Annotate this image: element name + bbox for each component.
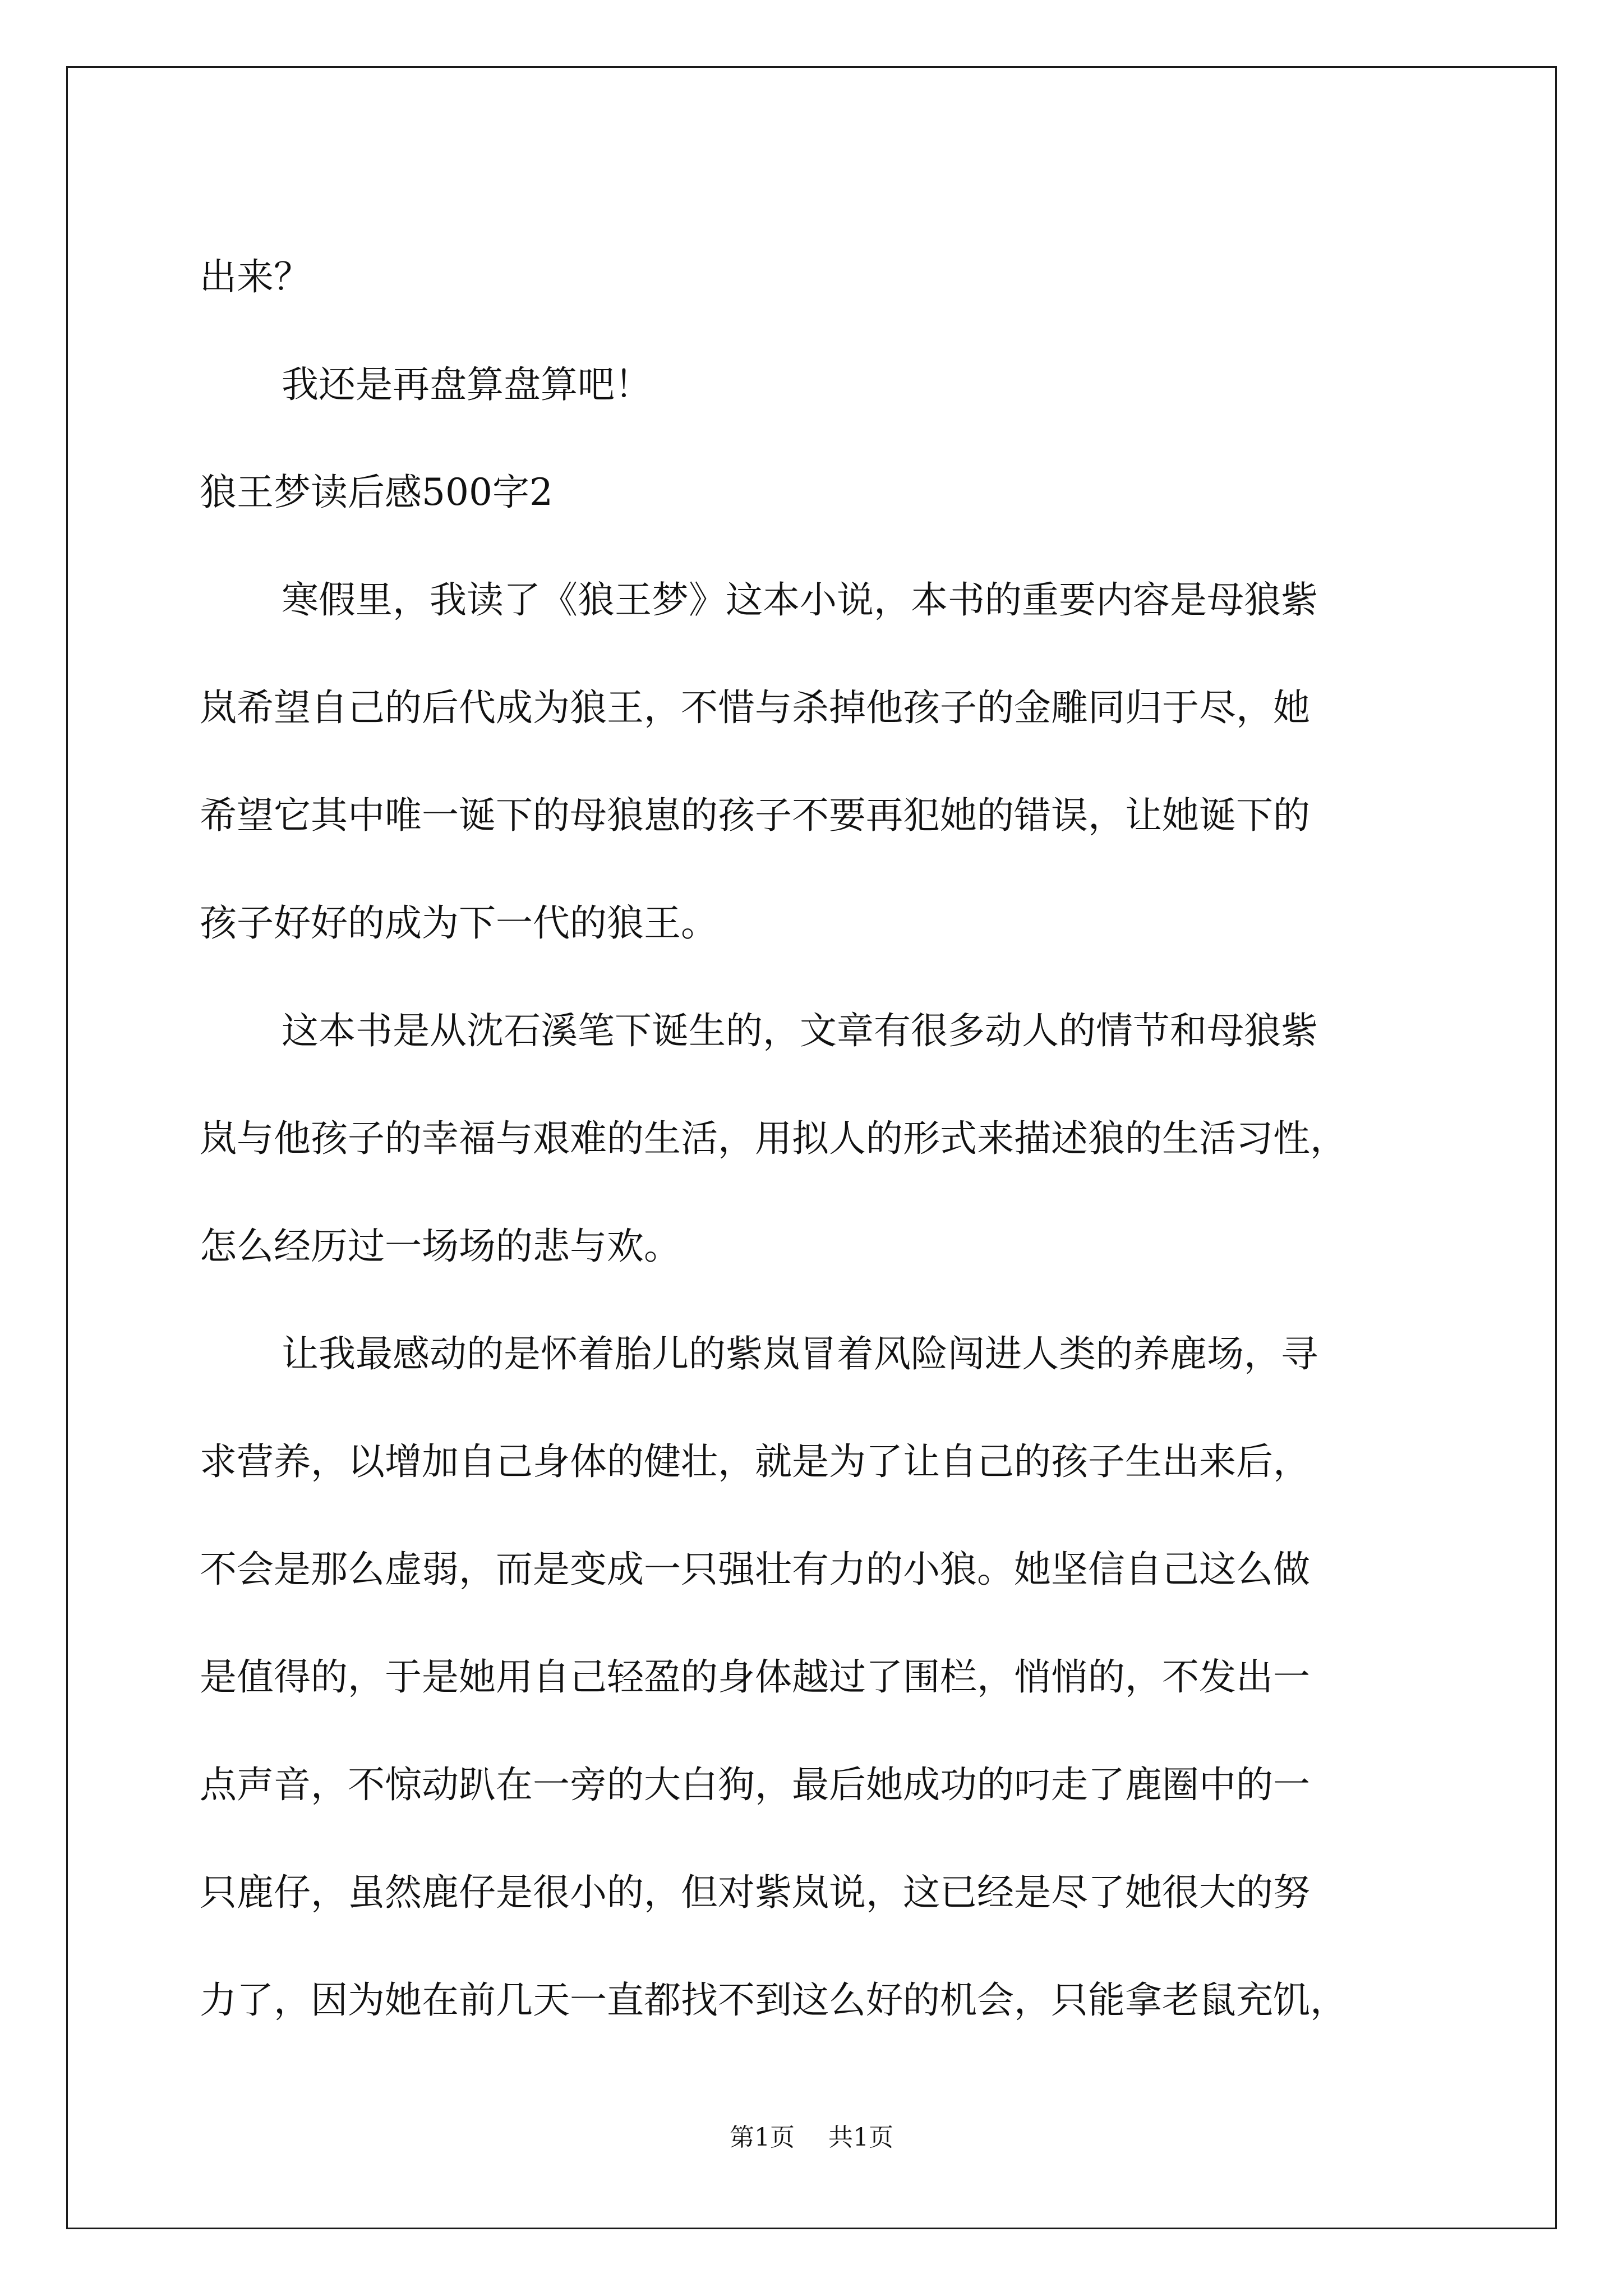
section-heading: 狼王梦读后感500字2 bbox=[200, 471, 553, 514]
text-line: 岚与他孩子的幸福与艰难的生活，用拟人的形式来描述狼的生活习性， bbox=[200, 1117, 1347, 1160]
text-line: 希望它其中唯一诞下的母狼崽的孩子不要再犯她的错误，让她诞下的 bbox=[200, 794, 1310, 837]
text-line: 让我最感动的是怀着胎儿的紫岚冒着风险闯进人类的养鹿场，寻 bbox=[282, 1332, 1318, 1375]
text-line: 点声音，不惊动趴在一旁的大白狗，最后她成功的叼走了鹿圈中的一 bbox=[200, 1763, 1310, 1806]
page-number-total: 共1页 bbox=[828, 2123, 893, 2152]
text-line: 岚希望自己的后代成为狼王，不惜与杀掉他孩子的金雕同归于尽，她 bbox=[200, 686, 1310, 729]
text-line: 寒假里，我读了《狼王梦》这本小说，本书的重要内容是母狼紫 bbox=[282, 578, 1318, 622]
page-footer bbox=[0, 2117, 1623, 2153]
text-line: 是值得的，于是她用自己轻盈的身体越过了围栏，悄悄的，不发出一 bbox=[200, 1655, 1310, 1699]
page-number-current: 第1页 bbox=[730, 2123, 795, 2152]
text-line: 怎么经历过一场场的悲与欢。 bbox=[200, 1225, 681, 1268]
text-line: 我还是再盘算盘算吧！ bbox=[282, 363, 652, 406]
text-line: 这本书是从沈石溪笔下诞生的，文章有很多动人的情节和母狼紫 bbox=[282, 1009, 1318, 1052]
text-line: 力了，因为她在前几天一直都找不到这么好的机会，只能拿老鼠充饥， bbox=[200, 1978, 1347, 2022]
text-line: 不会是那么虚弱，而是变成一只强壮有力的小狼。她坚信自己这么做 bbox=[200, 1548, 1310, 1591]
text-line: 只鹿仔，虽然鹿仔是很小的，但对紫岚说，这已经是尽了她很大的努 bbox=[200, 1871, 1310, 1914]
document-body bbox=[200, 223, 1428, 2054]
text-line: 出来？ bbox=[200, 255, 311, 298]
text-line: 孩子好好的成为下一代的狼王。 bbox=[200, 901, 718, 945]
text-line: 求营养，以增加自己身体的健壮，就是为了让自己的孩子生出来后， bbox=[200, 1440, 1310, 1483]
